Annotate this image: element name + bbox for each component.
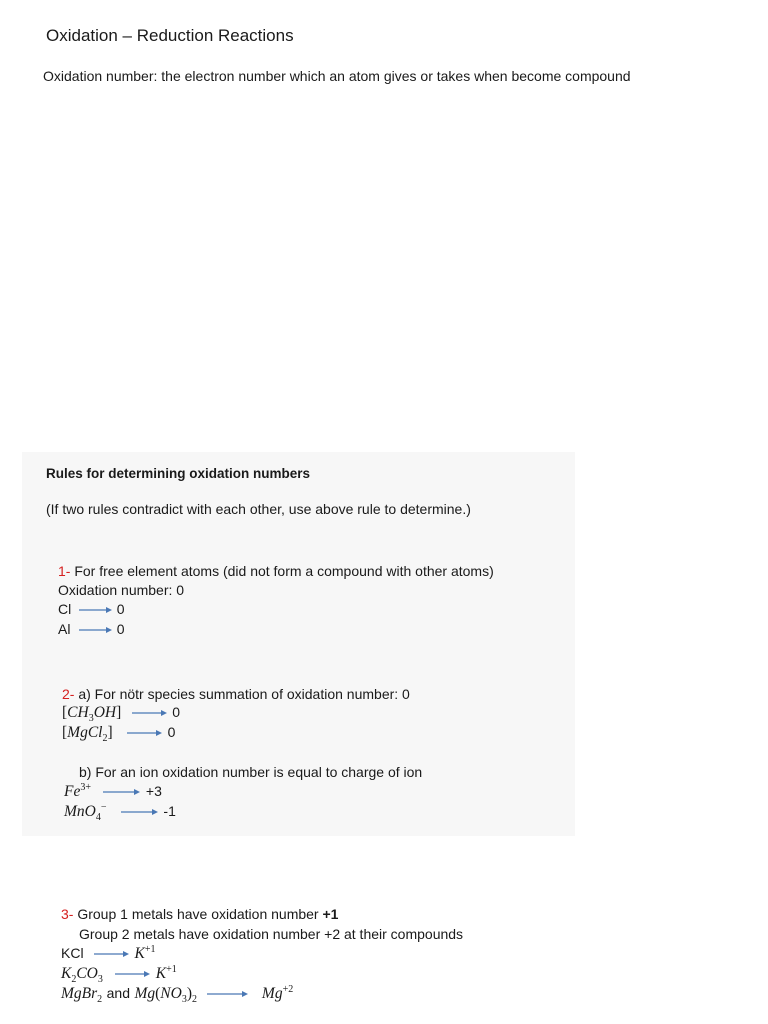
formula-fe3plus: $Fe^{3+}$ [64, 782, 91, 801]
rules-heading: Rules for determining oxidation numbers [46, 466, 311, 481]
rule-2a-example-ch3oh [62, 704, 180, 724]
arrow-icon [103, 788, 141, 796]
rule-3-example-mg [61, 984, 293, 1005]
rule-2a-statement [62, 686, 410, 702]
formula-mno4-minus: MnO$_4$− [64, 802, 107, 824]
rule-3-example-k2co3 [61, 964, 177, 985]
rule-1-text: For free element atoms (did not form a compound with other atoms) [70, 563, 494, 579]
formula-mg-no3-2: $Mg(NO_3)_2$ [134, 985, 197, 1006]
rule-1-number: 1- [58, 563, 71, 579]
formula-mgcl2: [MgCl$_2$] [62, 724, 113, 745]
rule-3-text: Group 1 metals have oxidation number [73, 906, 323, 922]
rule-3-example-kcl [61, 944, 155, 963]
example-value: 0 [116, 621, 125, 637]
page-title: Oxidation – Reduction Reactions [46, 26, 294, 45]
arrow-icon [79, 606, 113, 614]
arrow-icon [115, 970, 151, 978]
arrow-icon [79, 626, 113, 634]
rule-2a-text: a) For nötr species summation of oxidation number: 0 [74, 686, 410, 702]
rule-3-group2-statement: Group 2 metals have oxidation number +2 at their compounds [79, 926, 464, 942]
formula-mgbr2: MgBr$_2$ [61, 985, 103, 1006]
rules-note: (If two rules contradict with each other, use above rule to determine.) [46, 501, 471, 517]
formula-k-plus1: $K^{+1}$ [134, 944, 156, 963]
rule-1-statement [58, 563, 494, 579]
example-value: 0 [172, 704, 180, 720]
arrow-icon [207, 990, 249, 998]
arrow-icon [127, 729, 163, 737]
example-value: 0 [116, 601, 125, 617]
rule-2a-example-mgcl2 [62, 724, 175, 744]
example-value: -1 [163, 803, 176, 820]
formula-ch3oh: $[CH_3OH]$ [62, 704, 122, 725]
example-species: Al [58, 621, 71, 637]
arrow-icon [132, 709, 168, 717]
example-value: 0 [167, 724, 176, 740]
rule-3-value: +1 [322, 906, 339, 922]
rule-1-subtext: Oxidation number: 0 [58, 582, 185, 598]
example-value: +3 [145, 783, 162, 800]
oxidation-number-definition: Oxidation number: the electron number which an atom gives or takes when become compound [43, 68, 631, 84]
rule-1-example-cl [58, 601, 125, 617]
and-word: and [106, 985, 130, 1002]
formula-mg-plus2: $Mg^{+2}$ [261, 984, 294, 1003]
example-species: Cl [58, 601, 72, 617]
rule-1-example-al [58, 621, 125, 637]
arrow-icon [121, 808, 159, 816]
rule-2-number: 2- [62, 686, 75, 702]
rule-2b-example-fe [64, 782, 162, 801]
formula-k2co3: $K_2CO_3$ [61, 965, 103, 986]
rule-3-number: 3- [61, 906, 74, 922]
rule-3-statement [61, 906, 338, 922]
arrow-icon [94, 950, 130, 958]
rule-2b-statement: b) For an ion oxidation number is equal to charge of ion [79, 764, 423, 780]
formula-k-plus1: $K^{+1}$ [155, 964, 177, 983]
rule-2b-example-mno4 [64, 802, 176, 823]
formula-kcl: KCl [61, 945, 84, 962]
